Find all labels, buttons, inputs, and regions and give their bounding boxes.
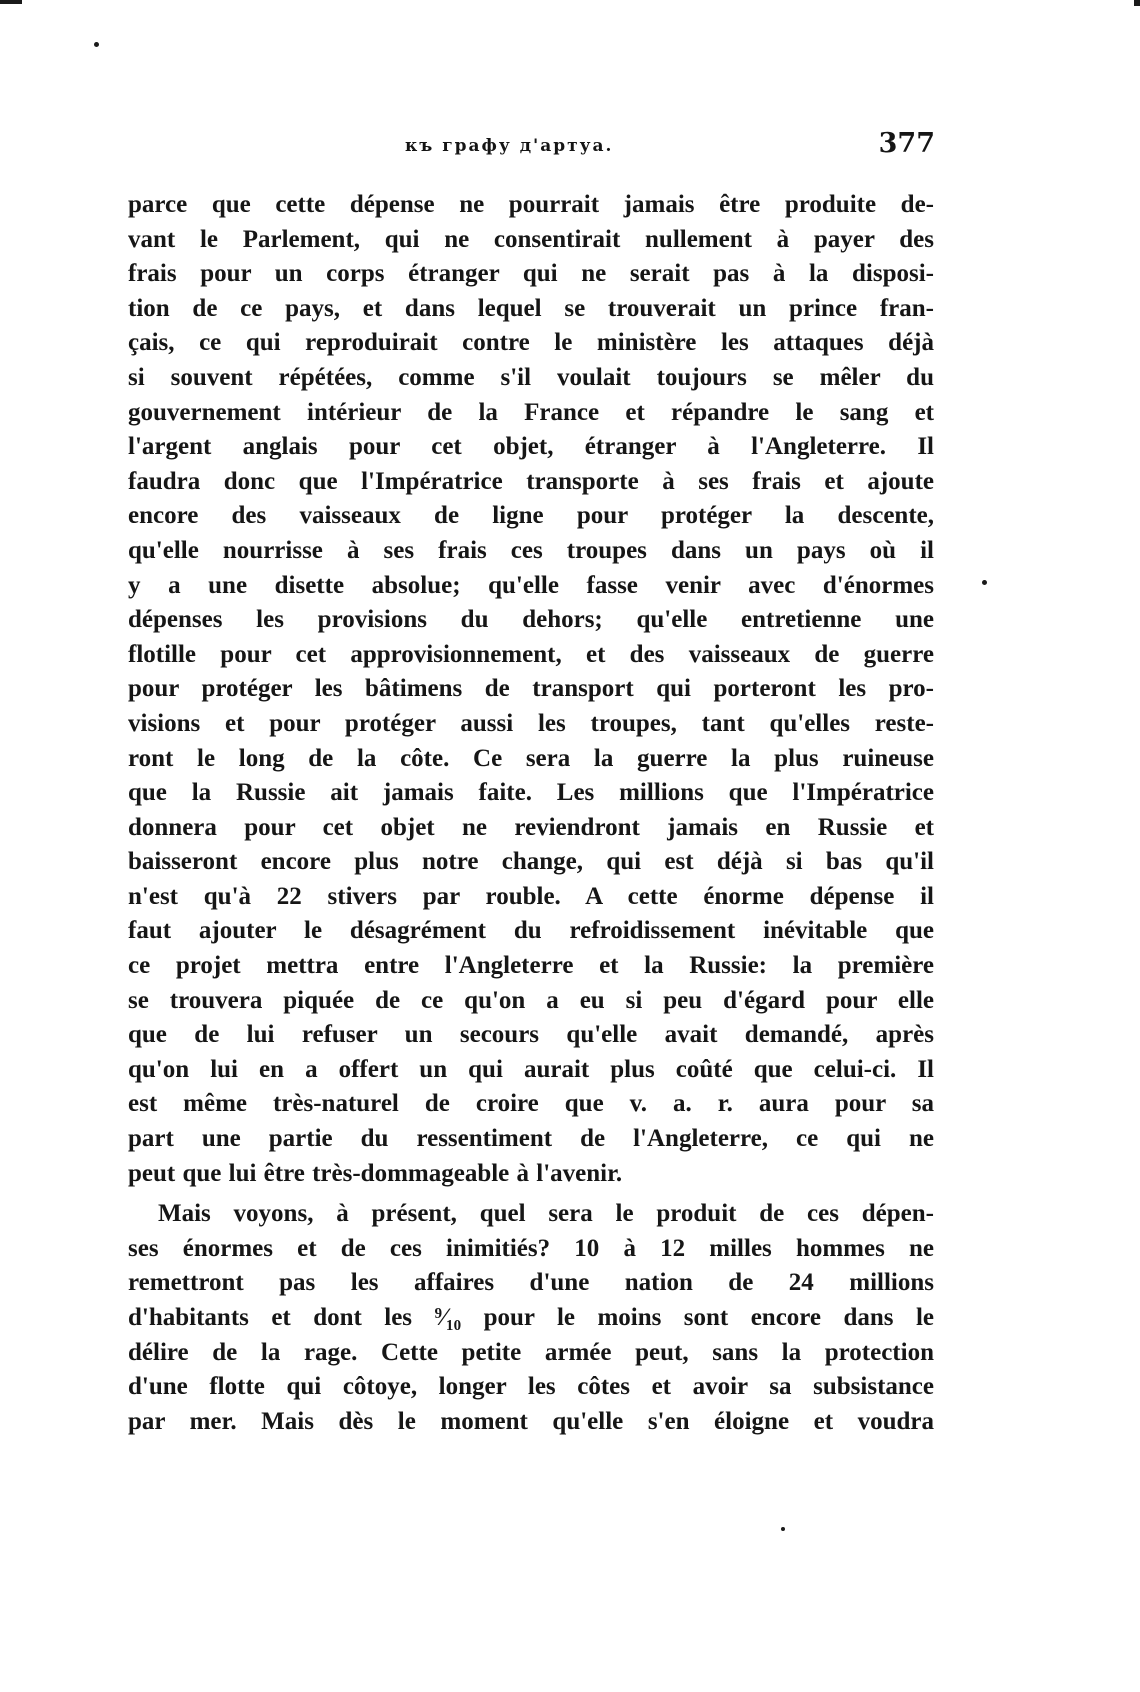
text-line: ront le long de la côte. Ce sera la guerre la plus ruineuse <box>128 744 934 772</box>
text-line: baisseront encore plus notre change, qui est déjà si bas qu'il <box>128 848 934 876</box>
running-title: къ графу д'артуа. <box>405 136 614 156</box>
running-head <box>130 128 935 164</box>
text-line: visions et pour protéger aussi les troupes, tant qu'elles reste- <box>128 709 934 737</box>
text-line: que de lui refuser un secours qu'elle avait demandé, après <box>128 1021 934 1049</box>
text-line: l'argent anglais pour cet objet, étranger à l'Angleterre. Il <box>128 433 934 461</box>
text-line: gouvernement intérieur de la France et répandre le sang et <box>128 398 934 426</box>
text-line: tion de ce pays, et dans lequel se trouverait un prince fran- <box>128 294 934 322</box>
text-line: vant le Parlement, qui ne consentirait nullement à payer des <box>128 225 934 253</box>
text-line: se trouvera piquée de ce qu'on a eu si peu d'égard pour elle <box>128 986 934 1014</box>
text-line: si souvent répétées, comme s'il voulait toujours se mêler du <box>128 363 934 391</box>
text-line: pour protéger les bâtimens de transport qui porteront les pro- <box>128 675 934 703</box>
scan-edge-mark <box>1134 0 1140 6</box>
scan-edge-mark <box>0 0 22 4</box>
text-line: qu'elle nourrisse à ses frais ces troupes dans un pays où il <box>128 536 934 564</box>
scan-speck <box>982 580 987 585</box>
text-line: parce que cette dépense ne pourrait jamais être produite de- <box>128 191 934 218</box>
text-line: délire de la rage. Cette petite armée peut, sans la protection <box>128 1338 934 1366</box>
paragraph-end-line: peut que lui être très-dommageable à l'avenir. <box>128 1159 623 1187</box>
text-line: encore des vaisseaux de ligne pour protéger la descente, <box>128 502 934 530</box>
text-line: d'une flotte qui côtoye, longer les côtes et avoir sa subsistance <box>128 1373 934 1401</box>
text-line: flotille pour cet approvisionnement, et des vaisseaux de guerre <box>128 640 934 668</box>
text-line: faut ajouter le désagrément du refroidissement inévitable que <box>128 917 934 945</box>
text-line: que la Russie ait jamais faite. Les millions que l'Impératrice <box>128 779 934 807</box>
text-line: qu'on lui en a offert un qui aurait plus coûté que celui-ci. Il <box>128 1055 934 1083</box>
text-line: frais pour un corps étranger qui ne serait pas à la disposi- <box>128 260 934 288</box>
scan-speck <box>94 42 99 47</box>
text-line: n'est qu'à 22 stivers par rouble. A cette énorme dépense il <box>128 882 934 910</box>
text-line: ses énormes et de ces inimitiés? 10 à 12 milles hommes ne <box>128 1234 934 1262</box>
text-line: çais, ce qui reproduirait contre le ministère les attaques déjà <box>128 329 934 357</box>
text-line: dépenses les provisions du dehors; qu'elle entretienne une <box>128 606 934 634</box>
text-line: ce projet mettra entre l'Angleterre et la Russie: la première <box>128 952 934 980</box>
scan-speck <box>781 1527 785 1531</box>
text-line: remettront pas les affaires d'une nation de 24 millions <box>128 1269 934 1297</box>
text-line: donnera pour cet objet ne reviendront jamais en Russie et <box>128 813 934 841</box>
text-line: faudra donc que l'Impératrice transporte à ses frais et ajoute <box>128 467 934 495</box>
text-line: y a une disette absolue; qu'elle fasse venir avec d'énormes <box>128 571 934 599</box>
body-text <box>128 188 934 1439</box>
paragraph-start-line: Mais voyons, à présent, quel sera le produit de ces dépen- <box>158 1200 934 1228</box>
page-number: 377 <box>878 128 935 159</box>
text-line: part une partie du ressentiment de l'Angleterre, ce qui ne <box>128 1125 934 1153</box>
text-line: est même très-naturel de croire que v. a. r. aura pour sa <box>128 1090 934 1118</box>
text-line: par mer. Mais dès le moment qu'elle s'en éloigne et voudra <box>128 1407 934 1435</box>
text-line: d'habitants et dont les ⁹⁄₁₀ pour le moins sont encore dans le <box>128 1304 934 1331</box>
